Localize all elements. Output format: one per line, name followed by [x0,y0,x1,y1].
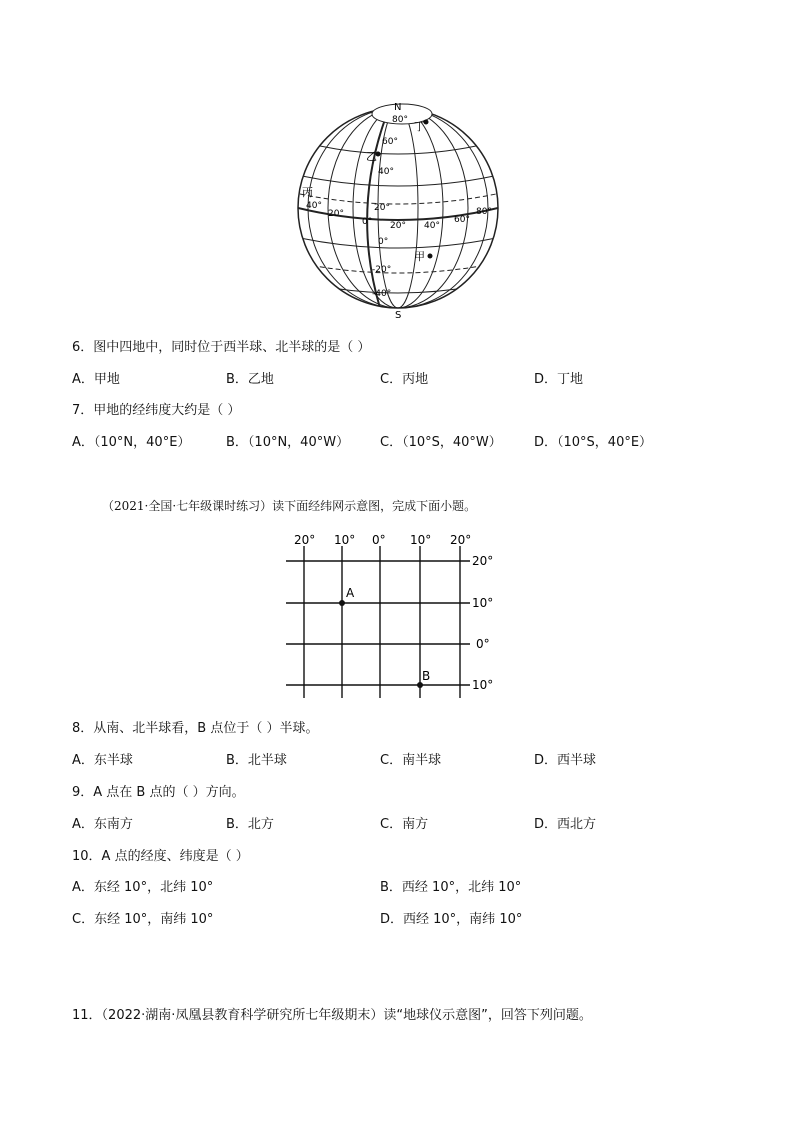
q10-option-c[interactable]: C．东经 10°，南纬 10° [72,912,214,927]
q9-option-a[interactable]: A．东南方 [72,817,133,832]
q10-option-d[interactable]: D．西经 10°，南纬 10° [380,912,523,927]
question-11-stem: 11．（2022·湖南·凤凰县教育科学研究所七年级期末）读“地球仪示意图”，回答下列问题。 [72,1008,592,1023]
place-ding-label: 丁 [414,120,425,133]
lon-label: 20° [390,221,406,231]
lat-lon-grid-figure [280,528,500,700]
lat-label: 0° [378,237,389,247]
question-7-stem: 7．甲地的经纬度大约是（ ） [72,403,241,418]
grid-top-label: 0° [372,533,386,547]
place-jia-label: 甲 [414,250,425,263]
q6-option-c[interactable]: C．丙地 [380,372,429,387]
grid-top-label: 20° [450,533,472,547]
lon-label: 20° [328,209,344,219]
q10-option-a[interactable]: A．东经 10°，北纬 10° [72,880,214,895]
q8-option-c[interactable]: C．南半球 [380,753,442,768]
grid-top-label: 10° [410,533,432,547]
place-bing-label: 丙 [302,186,313,199]
point-b-label: B [422,669,431,683]
lon-label: 0° [362,217,373,227]
lat-label: -20° [372,265,392,275]
grid-top-label: 10° [334,533,356,547]
lon-label: 80° [476,207,492,217]
q6-option-a[interactable]: A．甲地 [72,372,120,387]
lat-label: -40° [372,289,392,299]
q7-option-d[interactable]: D．（10°S，40°E） [534,435,653,450]
grid-right-label: 20° [472,554,494,568]
point-a-label: A [346,586,355,600]
q8-option-d[interactable]: D．西半球 [534,753,597,768]
place-yi-label: 乙 [366,150,377,163]
q6-option-d[interactable]: D．丁地 [534,372,584,387]
point-a-dot [339,600,345,606]
q7-option-b[interactable]: B．（10°N，40°W） [226,435,350,450]
question-10-stem: 10．A 点的经度、纬度是（ ） [72,849,249,864]
grid-top-label: 20° [294,533,316,547]
q6-option-b[interactable]: B．乙地 [226,372,274,387]
q7-option-a[interactable]: A．（10°N，40°E） [72,435,191,450]
q9-option-c[interactable]: C．南方 [380,817,429,832]
place-jia-dot [428,254,433,259]
lat-label: 40° [378,167,394,177]
north-label: N [394,102,402,113]
lat-label: 20° [374,203,390,213]
globe-figure [290,96,510,318]
q7-option-c[interactable]: C．（10°S，40°W） [380,435,502,450]
grid-right-label: 10° [472,678,494,692]
lat-label: 60° [382,137,398,147]
lat-label: 80° [392,115,408,125]
question-9-stem: 9．A 点在 B 点的（ ）方向。 [72,785,245,800]
south-label: S [395,310,402,318]
question-6-stem: 6．图中四地中，同时位于西半球、北半球的是（ ） [72,340,371,355]
q10-option-b[interactable]: B．西经 10°，北纬 10° [380,880,522,895]
lon-label: 60° [454,215,470,225]
q9-option-b[interactable]: B．北方 [226,817,274,832]
lon-label: 40° [424,221,440,231]
question-8-stem: 8．从南、北半球看，B 点位于（ ）半球。 [72,721,319,736]
q8-option-b[interactable]: B．北半球 [226,753,287,768]
source-line-1: （2021·全国·七年级课时练习）读下面经纬网示意图，完成下面小题。 [102,499,477,513]
q8-option-a[interactable]: A．东半球 [72,753,133,768]
grid-right-label: 10° [472,596,494,610]
lon-label: 40° [306,201,322,211]
grid-right-label: 0° [476,637,490,651]
q9-option-d[interactable]: D．西北方 [534,817,597,832]
